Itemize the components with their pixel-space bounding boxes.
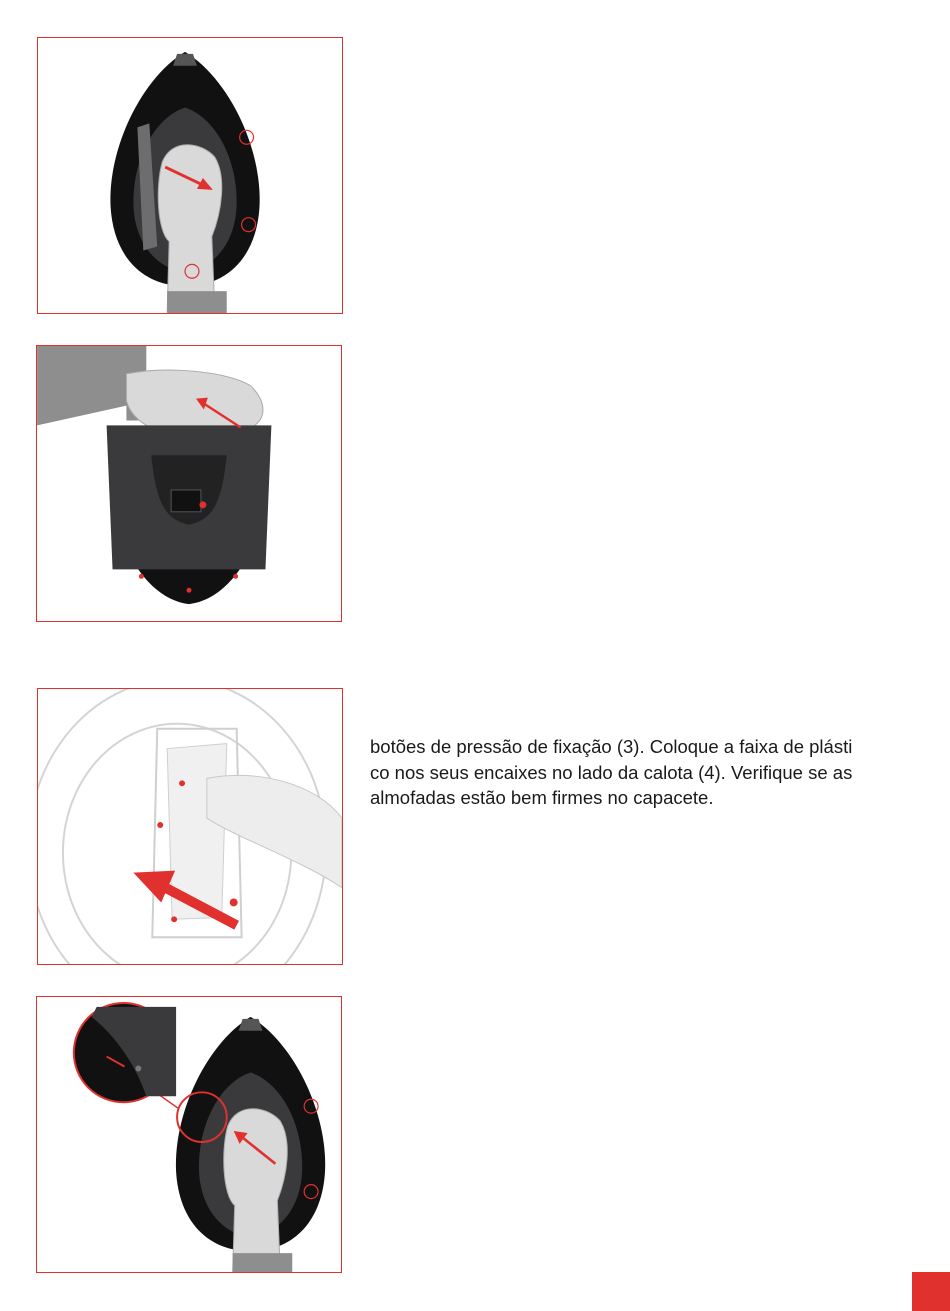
instruction-line: botões de pressão de fixação (3). Coloque a faixa de plásti	[370, 736, 853, 757]
figure-2-helmet-liner-lift	[36, 345, 342, 622]
helmet-liner-icon	[37, 346, 341, 621]
figure-3-pad-insertion	[37, 688, 343, 965]
instruction-line: co nos seus encaixes no lado da calota (4). Verifique se as	[370, 761, 853, 783]
figure-1-helmet-pad-pull	[37, 37, 343, 314]
instruction-text	[370, 734, 930, 811]
helmet-snap-detail-icon	[37, 997, 341, 1272]
pad-insertion-icon	[38, 689, 342, 964]
page-corner-marker	[912, 1272, 950, 1311]
helmet-top-view-icon	[38, 38, 342, 313]
figure-4-snap-button-detail	[36, 996, 342, 1273]
instruction-line: almofadas estão bem firmes no capacete.	[370, 787, 714, 808]
